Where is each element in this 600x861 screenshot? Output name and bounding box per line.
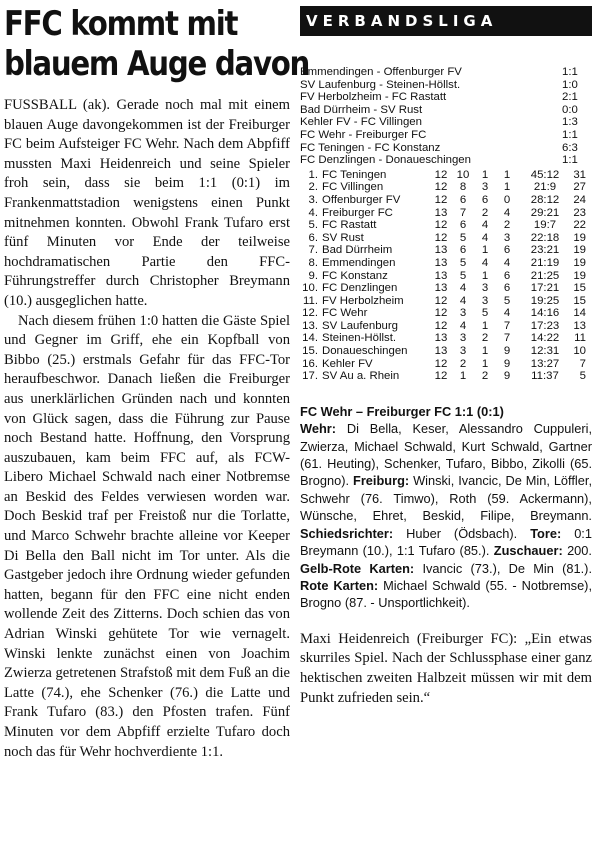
table-row (300, 320, 592, 333)
standings-lost: 4 (503, 206, 511, 219)
standings-lost: 9 (503, 345, 511, 358)
standings-team: Steinen-Höllst. (322, 332, 397, 345)
standings-team: Offenburger FV (322, 193, 401, 206)
standings-position: 17. (302, 370, 318, 383)
standings-played: 13 (434, 345, 448, 358)
standings-points: 19 (573, 244, 586, 257)
match-pairing: FC Wehr - Freiburger FC (300, 128, 427, 141)
match-score: 0:0 (562, 103, 578, 116)
standings-played: 13 (434, 256, 448, 269)
table-row (300, 207, 592, 220)
match-pairing: FC Denzlingen - Donaueschingen (300, 154, 471, 167)
standings-goals: 17:21 (530, 282, 560, 295)
standings-played: 12 (434, 231, 448, 244)
standings-played: 12 (434, 319, 448, 332)
standings-won: 6 (459, 219, 467, 232)
spectators-label: Zuschauer: (493, 543, 563, 559)
match-row (300, 66, 592, 79)
table-row (300, 219, 592, 232)
red-label: Rote Karten: (300, 577, 379, 593)
standings-position: 14. (302, 332, 318, 345)
standings-position: 4. (308, 206, 318, 219)
results-column (300, 6, 592, 708)
standings-drawn: 5 (481, 307, 489, 320)
standings-drawn: 1 (481, 319, 489, 332)
standings-points: 11 (574, 332, 586, 345)
table-row (300, 194, 592, 207)
match-row (300, 142, 592, 155)
match-score: 1:1 (562, 66, 578, 78)
red-cards: Michael Schwald (55. - Notbremse), Brogno (87. - Unsportlichkeit). (300, 577, 592, 611)
standings-team: SV Rust (322, 231, 364, 244)
standings-points: 10 (573, 345, 586, 358)
referee-label: Schiedsrichter: (300, 525, 394, 541)
standings-lost: 7 (503, 332, 511, 345)
match-row (300, 79, 592, 92)
standings-won: 5 (459, 256, 467, 269)
standings-lost: 6 (503, 244, 511, 257)
standings-drawn: 2 (481, 206, 489, 219)
match-pairing: FV Herbolzheim - FC Rastatt (300, 91, 447, 104)
standings-drawn: 4 (481, 219, 489, 232)
standings-position: 5. (308, 219, 318, 232)
standings-goals: 12:31 (530, 345, 560, 358)
standings-team: Emmendingen (322, 256, 396, 269)
table-row (300, 282, 592, 295)
table-row (300, 345, 592, 358)
standings-won: 4 (459, 282, 467, 295)
standings-goals: 21:9 (533, 181, 557, 194)
standings-position: 15. (302, 345, 318, 358)
standings-table (300, 169, 592, 383)
standings-position: 1. (308, 168, 318, 181)
standings-position: 9. (308, 269, 318, 282)
match-score: 1:3 (562, 116, 578, 129)
goals-label: Tore: (530, 525, 562, 541)
table-row (300, 270, 592, 283)
standings-played: 13 (434, 332, 448, 345)
standings-won: 3 (459, 332, 467, 345)
match-score: 6:3 (562, 141, 578, 154)
wehr-players: Di Bella, Keser, Alessandro Cuppuleri, Zwierza, Michael Schwald, Kurt Schwald, Gartner (61. Heuting), Schenker, Tufaro, Bibbo, Zikolli (65. Brogno). (300, 421, 592, 489)
standings-drawn: 4 (481, 231, 489, 244)
standings-won: 1 (459, 370, 467, 383)
standings-lost: 6 (503, 282, 511, 295)
standings-team: FC Villingen (322, 181, 384, 194)
standings-position: 7. (308, 244, 318, 257)
standings-won: 6 (459, 244, 467, 257)
standings-points: 22 (573, 219, 586, 232)
standings-team: FC Denzlingen (322, 282, 398, 295)
standings-points: 23 (573, 206, 586, 219)
standings-lost: 3 (503, 231, 511, 244)
match-score: 2:1 (562, 91, 578, 104)
standings-goals: 17:23 (530, 319, 560, 332)
standings-lost: 4 (503, 256, 511, 269)
standings-goals: 13:27 (530, 357, 560, 370)
standings-lost: 2 (503, 219, 511, 232)
standings-points: 15 (573, 294, 586, 307)
standings-played: 12 (434, 294, 448, 307)
table-row (300, 295, 592, 308)
standings-lost: 4 (503, 307, 511, 320)
standings-team: FC Wehr (322, 307, 368, 320)
standings-position: 16. (302, 357, 318, 370)
standings-drawn: 2 (481, 370, 489, 383)
freiburg-players: Winski, Ivancic, De Min, Löffler, Schwehr (76. Timwo), Roth (59. Ackermann), Wünsche, Ehret, Beskid, Filipe, Breymann. (300, 473, 592, 524)
standings-team: SV Au a. Rhein (322, 370, 400, 383)
standings-points: 5 (579, 370, 586, 383)
article-headline (4, 4, 310, 84)
standings-drawn: 3 (481, 294, 489, 307)
table-row (300, 358, 592, 371)
standings-played: 12 (434, 370, 448, 383)
standings-lost: 7 (503, 319, 511, 332)
standings-points: 31 (573, 168, 586, 181)
match-score: 1:1 (562, 154, 578, 167)
match-row (300, 154, 592, 167)
standings-drawn: 2 (481, 332, 489, 345)
standings-won: 4 (459, 319, 467, 332)
article-paragraph: Nach diesem frühen 1:0 hatten die Gäste Spiel und Gegner im Griff, ehe ein Kopfball von Bibbo (25.) erstmals Gefahr für das FFC-Tor heraufbeschwor. Danach ließen die Freiburger aus unerklärlichen Gründen nach und konnten von Glück sagen, dass die Führung zur Pause noch Bestand hatte. Hoffnung, den Vorsprung auszubauen, kam beim FFC auf, als FCW-Libero Michael Schwald nach einer Notbremse an Beskid des Feldes verwiesen worden war. Doch Beskid traf per Freistoß nur die Torlatte, und Marco Schwehr brachte alleine vor Keeper Di Bella den Ball nicht im Tor unter. Als die Gastgeber jedoch ihre Ordnung wieder gefunden hatten, begann für den FFC eine nicht enden wollende Zeit des Zitterns. Doch schien das von Adrian Winski gehütete Tor wie vernagelt. Winski lenkte zunächst einen von Joachim Zwierza getretenen Strafstoß mit dem Fuß an die Latte (74.), ehe Schenker (76.) die Latte und Frank Tufaro (83.) den Pfosten trafen. Fünf Minuten vor dem Abpfiff erzielte Tufaro doch noch das für Wehr hochverdiente 1:1. (4, 312, 290, 760)
standings-goals: 21:25 (530, 269, 560, 282)
standings-won: 5 (459, 231, 467, 244)
match-pairing: Kehler FV - FC Villingen (300, 116, 422, 129)
standings-won: 7 (459, 206, 467, 219)
standings-goals: 19:25 (530, 294, 560, 307)
standings-drawn: 1 (481, 345, 489, 358)
standings-goals: 19:7 (533, 219, 557, 232)
standings-points: 14 (573, 307, 586, 320)
standings-drawn: 4 (481, 256, 489, 269)
standings-played: 13 (434, 244, 448, 257)
standings-played: 13 (434, 269, 448, 282)
standings-goals: 45:12 (530, 168, 560, 181)
match-row (300, 116, 592, 129)
match-results (300, 66, 592, 167)
standings-drawn: 3 (481, 282, 489, 295)
match-score: 1:1 (562, 128, 578, 141)
match-row (300, 104, 592, 117)
standings-points: 15 (573, 282, 586, 295)
standings-played: 12 (434, 168, 448, 181)
match-lineup (300, 403, 592, 612)
standings-played: 12 (434, 181, 448, 194)
standings-won: 6 (459, 193, 467, 206)
match-pairing: FC Teningen - FC Konstanz (300, 141, 441, 154)
standings-won: 5 (459, 269, 467, 282)
standings-points: 7 (579, 357, 586, 370)
table-row (300, 332, 592, 345)
match-row (300, 91, 592, 104)
standings-played: 12 (434, 219, 448, 232)
standings-lost: 5 (503, 294, 511, 307)
standings-position: 12. (302, 307, 318, 320)
freiburg-label: Freiburg: (353, 473, 410, 489)
match-pairing: Bad Dürrheim - SV Rust (300, 103, 423, 116)
spectators: 200. (567, 543, 592, 559)
match-pairing: Emmendingen - Offenburger FV (300, 66, 462, 78)
standings-team: FC Konstanz (322, 269, 388, 282)
lineup-heading: FC Wehr – Freiburger FC 1:1 (0:1) (300, 403, 504, 419)
standings-points: 13 (573, 319, 586, 332)
match-pairing: SV Laufenburg - Steinen-Höllst. (300, 78, 461, 91)
standings-won: 8 (459, 181, 467, 194)
match-score: 1:0 (562, 78, 578, 91)
standings-team: FC Teningen (322, 168, 387, 181)
standings-lost: 0 (503, 193, 511, 206)
standings-lost: 9 (503, 357, 511, 370)
yellow-red-label: Gelb-Rote Karten: (300, 560, 415, 576)
standings-drawn: 1 (481, 244, 489, 257)
standings-lost: 1 (503, 181, 511, 194)
standings-team: Kehler FV (322, 357, 373, 370)
wehr-label: Wehr: (300, 421, 337, 437)
standings-goals: 23:21 (530, 244, 560, 257)
table-row (300, 307, 592, 320)
yellow-red-cards: Ivancic (73.), De Min (81.). (422, 560, 592, 576)
standings-team: SV Laufenburg (322, 319, 398, 332)
standings-won: 3 (459, 345, 467, 358)
standings-won: 10 (456, 168, 470, 181)
table-row (300, 181, 592, 194)
standings-goals: 28:12 (530, 193, 560, 206)
standings-position: 6. (308, 231, 318, 244)
standings-played: 13 (434, 206, 448, 219)
standings-position: 11. (303, 294, 318, 307)
standings-goals: 14:22 (530, 332, 560, 345)
standings-won: 2 (459, 357, 467, 370)
table-row (300, 244, 592, 257)
table-row (300, 169, 592, 182)
standings-team: Bad Dürrheim (322, 244, 393, 257)
standings-lost: 9 (503, 370, 511, 383)
standings-drawn: 3 (481, 181, 489, 194)
standings-goals: 11:37 (531, 370, 559, 383)
standings-team: Freiburger FC (322, 206, 393, 219)
article-paragraph: FUSSBALL (ak). Gerade noch mal mit einem blauen Auge davongekommen ist der Freiburger FC beim Aufsteiger FC Wehr. Nach dem Abpfiff mussten Maxi Heidenreich und seine Spieler froh sein, dass sie beim 1:1 (0:1) im Frankenmattstadion wenigstens einen Punkt mitnehmen konnten. Obwohl Frank Tufaro erst fünf Minuten vor Ende der teilweise hochdramatischen Partie den FFC-Führungstreffer durch Christopher Breymann (10.) ausgeglichen hatte. (4, 97, 290, 309)
goals: 0:1 Breymann (10.), 1:1 Tufaro (85.). (300, 525, 592, 559)
standings-won: 3 (459, 307, 467, 320)
standings-position: 3. (308, 193, 318, 206)
standings-team: FV Herbolzheim (322, 294, 404, 307)
standings-played: 12 (434, 307, 448, 320)
standings-position: 8. (308, 256, 318, 269)
standings-played: 12 (434, 357, 448, 370)
standings-lost: 1 (503, 168, 511, 181)
standings-team: Donaueschingen (322, 345, 408, 358)
match-row (300, 129, 592, 142)
standings-drawn: 1 (481, 168, 489, 181)
standings-position: 10. (302, 282, 318, 295)
standings-points: 19 (573, 269, 586, 282)
referee: Huber (Ödsbach). (406, 525, 518, 541)
standings-points: 19 (573, 231, 586, 244)
coach-quote: Maxi Heidenreich (Freiburger FC): „Ein etwas skurriles Spiel. Nach der Schlussphase einer ganz hektischen zweiten Halbzeit müssen wir mit dem Punkt zufrieden sein.“ (300, 630, 592, 706)
standings-drawn: 1 (481, 357, 489, 370)
standings-played: 13 (434, 282, 448, 295)
standings-team: FC Rastatt (322, 219, 377, 232)
standings-lost: 6 (503, 269, 511, 282)
headline-line-1: FFC kommt mit (4, 4, 238, 44)
standings-points: 19 (573, 256, 586, 269)
table-row (300, 370, 592, 383)
standings-goals: 29:21 (530, 206, 560, 219)
standings-won: 4 (459, 294, 467, 307)
standings-played: 12 (434, 193, 448, 206)
standings-goals: 22:18 (530, 231, 560, 244)
headline-line-2: blauem Auge davon (4, 44, 310, 84)
table-row (300, 232, 592, 245)
standings-position: 13. (302, 319, 318, 332)
standings-position: 2. (308, 181, 318, 194)
table-row (300, 257, 592, 270)
standings-points: 27 (573, 181, 586, 194)
article-body (4, 96, 290, 762)
standings-points: 24 (573, 193, 586, 206)
section-title: VERBANDSLIGA (300, 6, 592, 36)
standings-goals: 14:16 (530, 307, 560, 320)
standings-drawn: 1 (481, 269, 489, 282)
standings-drawn: 6 (481, 193, 489, 206)
standings-goals: 21:19 (530, 256, 560, 269)
